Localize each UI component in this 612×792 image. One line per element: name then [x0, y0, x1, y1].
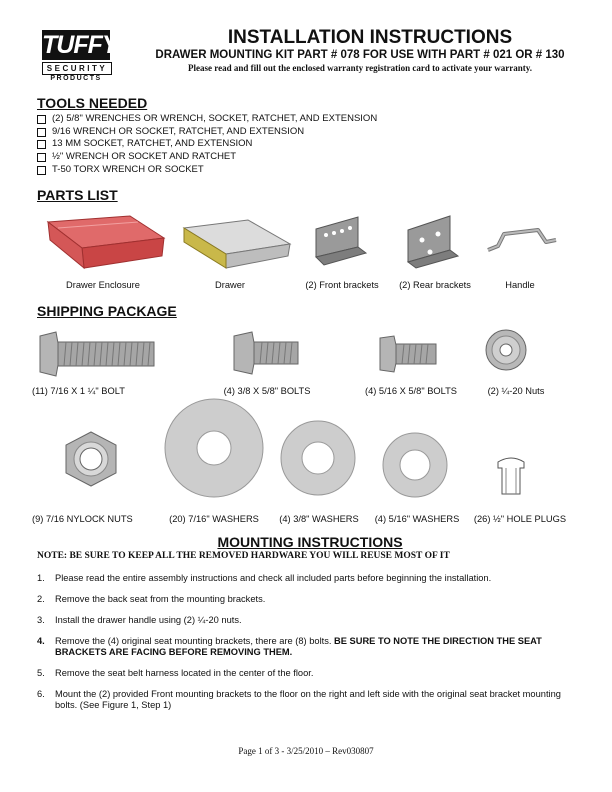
logo-main: TUFFY — [42, 31, 118, 59]
hardware-label: (9) 7/16 NYLOCK NUTS — [32, 514, 133, 524]
step-item: 5. Remove the seat belt harness located in the center of the floor. — [37, 668, 314, 678]
logo-products: PRODUCTS — [50, 75, 102, 82]
parts-heading: PARTS LIST — [37, 187, 118, 203]
hardware-label: (26) ½" HOLE PLUGS — [473, 514, 567, 524]
mounting-note: NOTE: BE SURE TO KEEP ALL THE REMOVED HARDWARE YOU WILL REUSE MOST OF IT — [37, 551, 450, 561]
steps-list — [37, 573, 567, 721]
hardware-label: (4) 5/16" WASHERS — [374, 514, 460, 524]
checkbox-icon — [37, 115, 46, 124]
drawer-enclosure-image — [38, 214, 168, 274]
handle-image — [484, 228, 558, 264]
washer-5-16-image — [382, 432, 448, 498]
tools-heading: TOOLS NEEDED — [37, 95, 148, 111]
part-label: Drawer — [215, 280, 245, 290]
hardware-label: (4) 3/8 X 5/8" BOLTS — [223, 386, 311, 396]
hole-plug-image — [494, 454, 528, 496]
front-bracket-image — [310, 215, 370, 271]
logo-security: SECURITY — [42, 62, 112, 75]
tools-list — [37, 113, 377, 176]
bolt-3-8-image — [232, 330, 302, 376]
tool-item: 9/16 WRENCH OR SOCKET, RATCHET, AND EXTENSION — [37, 126, 377, 139]
part-label: Handle — [505, 280, 535, 290]
drawer-image — [178, 218, 296, 276]
page-title: INSTALLATION INSTRUCTIONS — [227, 27, 513, 48]
nut-1-4-20-image — [484, 328, 528, 372]
part-label: Drawer Enclosure — [66, 280, 140, 290]
warranty-note: Please read and fill out the enclosed warranty registration card to activate your warranty. — [188, 63, 532, 73]
washer-7-16-image — [164, 398, 264, 498]
checkbox-icon — [37, 128, 46, 137]
tuffy-logo — [42, 30, 118, 84]
hardware-label: (2) ¼-20 Nuts — [487, 386, 545, 396]
tool-item: T-50 TORX WRENCH OR SOCKET — [37, 164, 377, 177]
step-item: 1. Please read the entire assembly instructions and check all included parts before beginning the installation. — [37, 573, 492, 583]
nylock-nut-image — [62, 430, 120, 488]
part-label: (2) Front brackets — [305, 280, 379, 290]
checkbox-icon — [37, 153, 46, 162]
tool-item: ½" WRENCH OR SOCKET AND RATCHET — [37, 151, 377, 164]
shipping-heading: SHIPPING PACKAGE — [37, 303, 177, 319]
hardware-label: (20) 7/16" WASHERS — [169, 514, 259, 524]
mounting-heading: MOUNTING INSTRUCTIONS — [217, 534, 403, 550]
rear-bracket-image — [400, 212, 462, 274]
step-item: 4. Remove the (4) original seat mounting brackets, there are (8) bolts. BE SURE TO NOTE THE DIRECTION THE SEAT BRACKETS ARE FACING BEFORE REMOVING THEM. — [37, 636, 542, 657]
step-item: 2. Remove the back seat from the mounting brackets. — [37, 594, 266, 604]
page-subtitle: DRAWER MOUNTING KIT PART # 078 FOR USE WITH PART # 021 OR # 130 — [155, 49, 565, 61]
part-label: (2) Rear brackets — [399, 280, 471, 290]
bolt-7-16-image — [38, 330, 158, 378]
hardware-label: (4) 5/16 X 5/8" BOLTS — [364, 386, 457, 396]
bolt-5-16-image — [378, 334, 440, 374]
checkbox-icon — [37, 166, 46, 175]
washer-3-8-image — [280, 420, 356, 496]
step-item: 6. Mount the (2) provided Front mounting brackets to the floor on the right and left side with the original seat bracket mounting bolts. (See Figure 1, Step 1) — [37, 689, 561, 710]
hardware-label: (4) 3/8" WASHERS — [279, 514, 359, 524]
hardware-label: (11) 7/16 X 1 ¼" BOLT — [32, 386, 125, 396]
tool-item: (2) 5/8" WRENCHES OR WRENCH, SOCKET, RATCHET, AND EXTENSION — [37, 113, 377, 126]
checkbox-icon — [37, 140, 46, 149]
step-item: 3. Install the drawer handle using (2) ¼-20 nuts. — [37, 615, 242, 625]
page-footer: Page 1 of 3 - 3/25/2010 – Rev030807 — [238, 746, 374, 756]
tool-item: 13 MM SOCKET, RATCHET, AND EXTENSION — [37, 138, 377, 151]
